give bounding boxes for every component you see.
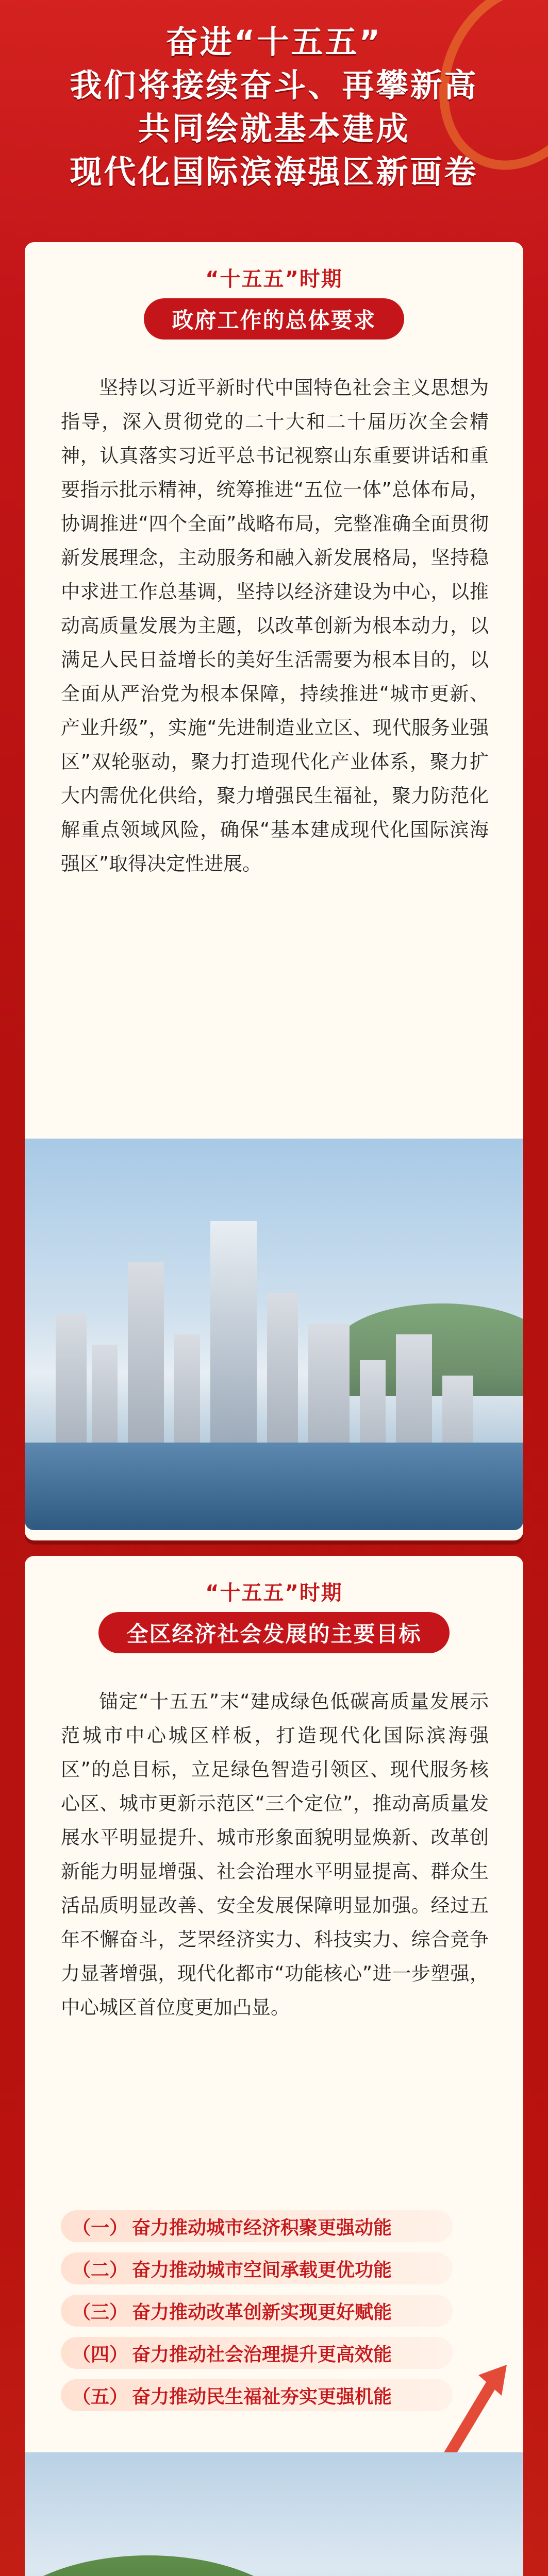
list-item [61, 2379, 453, 2411]
list-text: 奋力推动社会治理提升更高效能 [132, 2344, 392, 2365]
development-goals-card [25, 1556, 523, 2576]
goals-paragraph: 锚定“十五五”末“建成绿色低碳高质量发展示范城市中心城区样板，打造现代化国际滨海强区”的总目标，立足绿色智造引领区、现代服务核心区、城市更新示范区“三个定位”，推动高质量发展水平明显提升、城市形象面貌明显焕新、改革创新能力明显增强、社会治理水平明显提高、群众生活品质明显改善、安全发展保障明显加强。经过五年不懈奋斗，芝罘经济实力、科技实力、综合竞争力显著增强，现代化都市“功能核心”进一步塑强，中心城区首位度更加凸显。 [61, 1690, 489, 2019]
card-heading [25, 1577, 523, 1653]
list-number: （二） [72, 2259, 128, 2281]
title-line: 我们将接续奋斗、再攀新高 [70, 66, 478, 104]
section-heading: 全区经济社会发展的主要目标 [98, 1612, 449, 1653]
title-line: 奋进“十五五” [165, 23, 383, 61]
list-text: 奋力推动改革创新实现更好赋能 [132, 2301, 392, 2323]
coastal-city-photo [25, 2452, 523, 2576]
list-number: （一） [72, 2217, 128, 2239]
list-item [61, 2337, 453, 2369]
list-number: （三） [72, 2301, 128, 2323]
list-text: 奋力推动民生福祉夯实更强机能 [132, 2386, 392, 2408]
title-line: 共同绘就基本建成 [138, 110, 410, 147]
overall-requirements-card [25, 242, 523, 1540]
list-item [61, 2295, 453, 2327]
title-line: 现代化国际滨海强区新画卷 [70, 153, 478, 191]
list-text: 奋力推动城市经济积聚更强动能 [132, 2217, 392, 2239]
period-label: “十五五”时期 [205, 1581, 343, 1605]
list-item [61, 2252, 453, 2284]
list-item [61, 2210, 453, 2242]
requirements-paragraph: 坚持以习近平新时代中国特色社会主义思想为指导，深入贯彻党的二十大和二十届历次全会精神，认真落实习近平总书记视察山东重要讲话和重要指示批示精神，统筹推进“五位一体”总体布局，协调推进“四个全面”战略布局，完整准确全面贯彻新发展理念，主动服务和融入新发展格局，坚持稳中求进工作总基调，坚持以经济建设为中心，以推动高质量发展为主题，以改革创新为根本动力，以满足人民日益增长的美好生活需要为根本目的，以全面从严治党为根本保障，持续推进“城市更新、产业升级”，实施“先进制造业立区、现代服务业强区”双轮驱动，聚力打造现代化产业体系，聚力扩大内需优化供给，聚力增强民生福祉，聚力防范化解重点领域风险，确保“基本建成现代化国际滨海强区”取得决定性进展。 [61, 377, 489, 875]
city-skyline-photo [25, 1139, 523, 1530]
list-number: （四） [72, 2344, 128, 2365]
main-title [0, 21, 548, 194]
list-number: （五） [72, 2386, 128, 2408]
growth-arrow-icon [437, 2360, 514, 2463]
list-text: 奋力推动城市空间承载更优功能 [132, 2259, 392, 2281]
period-label: “十五五”时期 [205, 267, 343, 291]
section-heading: 政府工作的总体要求 [144, 298, 404, 340]
goals-list [61, 2210, 453, 2421]
card-heading [25, 263, 523, 340]
